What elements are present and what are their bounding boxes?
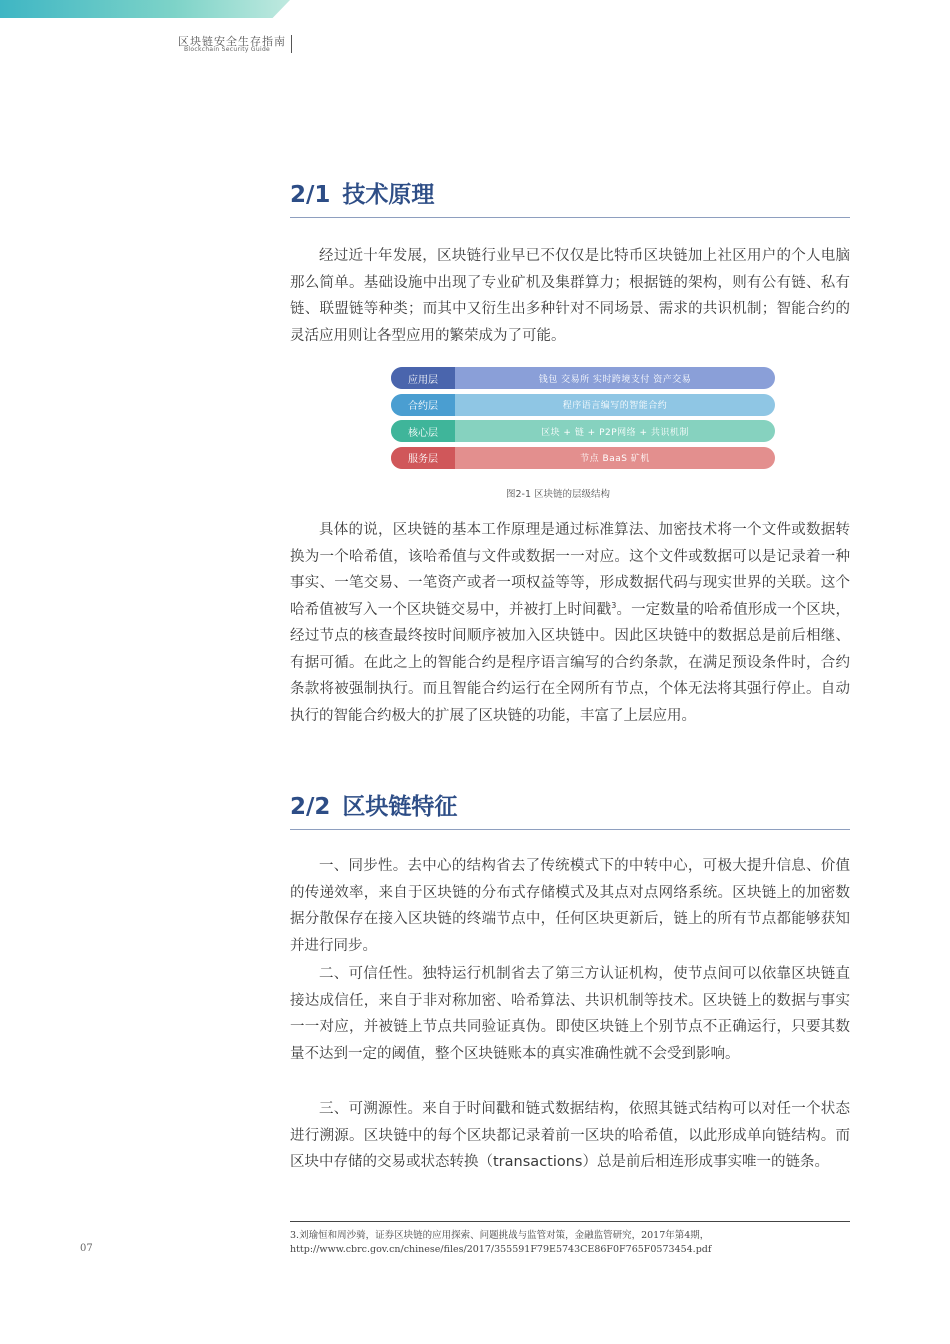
layer-contract bbox=[391, 394, 775, 416]
layer-label: 核心层 bbox=[391, 420, 455, 442]
header-divider bbox=[291, 35, 292, 53]
layer-description: 节点 BaaS 矿机 bbox=[580, 454, 650, 464]
layer-core bbox=[391, 420, 775, 442]
header-title: 区块链安全生存指南 bbox=[178, 35, 286, 48]
paragraph: 三、可溯源性。来自于时间戳和链式数据结构，依照其链式结构可以对任一个状态进行溯源。区块链中的每个区块都记录着前一区块的哈希值，以此形成单向链结构。而区块中存储的交易或状态转换（transactions）总是前后相连形成事实唯一的链条。 bbox=[290, 1101, 850, 1170]
section-title-text: 区块链特征 bbox=[342, 794, 458, 820]
paragraph: 经过近十年发展，区块链行业早已不仅仅是比特币区块链加上社区用户的个人电脑那么简单。基础设施中出现了专业矿机及集群算力；根据链的架构，则有公有链、私有链、联盟链等种类；而其中又衍生出多种针对不同场景、需求的共识机制；智能合约的灵活应用则让各型应用的繁荣成为了可能。 bbox=[290, 248, 850, 344]
footnote-url: http://www.cbrc.gov.cn/chinese/files/2017/355591F79E5743CE86F0F765F0573454.pdf bbox=[290, 1244, 712, 1255]
footnote-citation: 3.刘瑜恒和周沙骑，证券区块链的应用探索、问题挑战与监管对策，金融监管研究，2017年第4期， bbox=[290, 1230, 710, 1241]
figure-caption: 图2-1 区块链的层级结构 bbox=[506, 489, 611, 500]
footnote-divider bbox=[290, 1221, 850, 1222]
layer-description: 程序语言编写的智能合约 bbox=[562, 401, 668, 411]
paragraph: 二、可信任性。独特运行机制省去了第三方认证机构，使节点间可以依靠区块链直接达成信任，来自于非对称加密、哈希算法、共识机制等技术。区块链上的数据与事实一一对应，并被链上节点共同验证真伪。即使区块链上个别节点不正确运行，只要其数量不达到一定的阈值，整个区块链账本的真实准确性就不会受到影响。 bbox=[290, 966, 850, 1062]
footnote bbox=[290, 1229, 850, 1257]
layer-service bbox=[391, 447, 775, 469]
blockchain-layer-diagram bbox=[391, 367, 775, 473]
footnote-ref: 3 bbox=[611, 600, 617, 610]
header-accent-band bbox=[0, 0, 290, 18]
layer-application bbox=[391, 367, 775, 389]
layer-description: 区块 + 链 + P2P网络 + 共识机制 bbox=[541, 427, 689, 438]
page-number: 07 bbox=[80, 1243, 93, 1254]
layer-label: 合约层 bbox=[391, 394, 455, 416]
header-subtitle: Blockchain Security Guide bbox=[184, 46, 271, 53]
paragraph bbox=[290, 517, 850, 729]
section-heading-blockchain-features bbox=[290, 788, 850, 830]
section-number: 2/2 bbox=[290, 794, 331, 820]
paragraph-text: 具体的说，区块链的基本工作原理是通过标准算法、加密技术将一个文件或数据转换为一个哈希值，该哈希值与文件或数据一一对应。这个文件或数据可以是记录着一种事实、一笔交易、一笔资产或者一项权益等等，形成数据代码与现实世界的关联。这个哈希值被写入一个区块链交易中，并被打上时间戳 bbox=[290, 522, 850, 618]
section-heading-technical-principle bbox=[290, 176, 850, 218]
layer-label: 应用层 bbox=[391, 367, 455, 389]
layer-label: 服务层 bbox=[391, 447, 455, 469]
paragraph: 一、同步性。去中心的结构省去了传统模式下的中转中心，可极大提升信息、价值的传递效率，来自于区块链的分布式存储模式及其点对点网络系统。区块链上的加密数据分散保存在接入区块链的终端节点中，任何区块更新后，链上的所有节点都能够获知并进行同步。 bbox=[290, 858, 850, 954]
paragraph-text: 。一定数量的哈希值形成一个区块，经过节点的核查最终按时间顺序被加入区块链中。因此区块链中的数据总是前后相继、有据可循。在此之上的智能合约是程序语言编写的合约条款，在满足预设条件时，合约条款将被强制执行。而且智能合约运行在全网所有节点，个体无法将其强行停止。自动执行的智能合约极大的扩展了区块链的功能，丰富了上层应用。 bbox=[290, 601, 851, 724]
section-title-text: 技术原理 bbox=[342, 182, 435, 208]
section-number: 2/1 bbox=[290, 182, 331, 208]
layer-description: 钱包 交易所 实时跨境支付 资产交易 bbox=[538, 374, 692, 385]
